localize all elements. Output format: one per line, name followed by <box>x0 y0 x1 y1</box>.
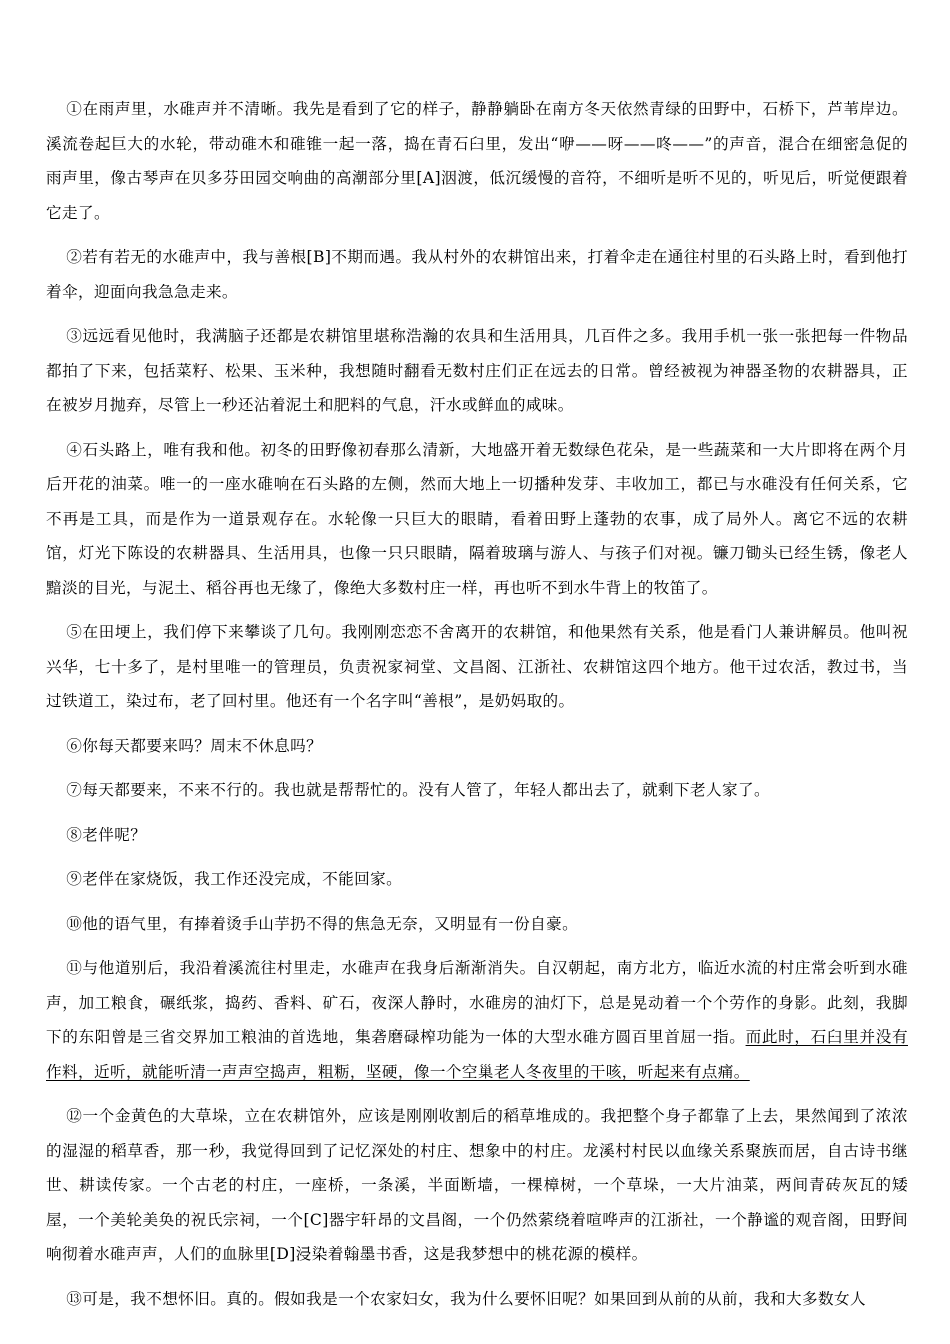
paragraph-11-underlined-sentence: 而此时，石臼里并没有作料，近听，就能听清一声声空捣声，粗粝，坚硬，像一个空巢老人冬夜里的干咳，听起来有点痛。 <box>46 1028 908 1081</box>
paragraph-11-text: ⑪与他道别后，我沿着溪流往村里走，水碓声在我身后渐渐消失。自汉朝起，南方北方，临近水流的村庄常会听到水碓声，加工粮食，碾纸浆，捣药、香料、矿石，夜深人静时，水碓房的油灯下，总是晃动着一个个劳作的身影。此刻，我脚下的东阳曾是三省交界加工粮油的首选地，集砻磨碌榨功能为一体的大型水碓方圆百里首屈一指。 <box>46 959 908 1046</box>
paragraph-12: ⑫一个金黄色的大草垛，立在农耕馆外，应该是刚刚收割后的稻草堆成的。我把整个身子都靠了上去，果然闻到了浓浓的湿湿的稻草香，那一秒，我觉得回到了记忆深处的村庄、想象中的村庄。龙溪村村民以血缘关系聚族而居，自古诗书继世、耕读传家。一个古老的村庄，一座桥，一条溪，半面断墙，一棵樟树，一个草垛，一大片油菜，两间青砖灰瓦的矮屋，一个美轮美奂的祝氏宗祠，一个[C]器宇轩昂的文昌阁，一个仍然萦绕着喧哗声的江浙社，一个静谧的观音阁，田野间响彻着水碓声声，人们的血脉里[D]浸染着翰墨书香，这是我梦想中的桃花源的模样。 <box>46 1107 908 1263</box>
paragraph-3: ③远远看见他时，我满脑子还都是农耕馆里堪称浩瀚的农具和生活用具，几百件之多。我用手机一张一张把每一件物品都拍了下来，包括菜籽、松果、玉米种，我想随时翻看无数村庄们正在远去的日常。曾经被视为神器圣物的农耕器具，正在被岁月抛弃，尽管上一秒还沾着泥土和肥料的气息，汗水或鲜血的咸味。 <box>46 327 908 414</box>
paragraph-5: ⑤在田埂上，我们停下来攀谈了几句。我刚刚恋恋不舍离开的农耕馆，和他果然有关系，他是看门人兼讲解员。他叫祝兴华，七十多了，是村里唯一的管理员，负责祝家祠堂、文昌阁、江浙社、农耕馆这四个地方。他干过农活，教过书，当过铁道工，染过布，老了回村里。他还有一个名字叫“善根”，是奶妈取的。 <box>46 623 908 710</box>
paragraph-11 <box>46 951 908 1089</box>
paragraph-10: ⑩他的语气里，有捧着烫手山芋扔不得的焦急无奈，又明显有一份自豪。 <box>66 914 579 933</box>
paragraph-7: ⑦每天都要来，不来不行的。我也就是帮帮忙的。没有人管了，年轻人都出去了，就剩下老人家了。 <box>66 781 770 799</box>
paragraph-13: ⑬可是，我不想怀旧。真的。假如我是一个农家妇女，我为什么要怀旧呢？如果回到从前的从前，我和大多数女人 <box>66 1289 866 1308</box>
paragraph-1: ①在雨声里，水碓声并不清晰。我先是看到了它的样子，静静躺卧在南方冬天依然青绿的田野中，石桥下，芦苇岸边。溪流卷起巨大的水轮，带动碓木和碓锥一起一落，捣在青石臼里，发出“咿——呀——咚——”的声音，混合在细密急促的雨声里，像古琴声在贝多芬田园交响曲的高潮部分里[A]洇渡，低沉缓慢的音符，不细听是听不见的，听见后，听觉便跟着它走了。 <box>46 100 908 222</box>
paragraph-6: ⑥你每天都要来吗？周末不休息吗？ <box>66 736 323 755</box>
paragraph-9: ⑨老伴在家烧饭，我工作还没完成，不能回家。 <box>66 870 403 888</box>
paragraph-4: ④石头路上，唯有我和他。初冬的田野像初春那么清新，大地盛开着无数绿色花朵，是一些蔬菜和一大片即将在两个月后开花的油菜。唯一的一座水碓响在石头路的左侧，然而大地上一切播种发芽、丰收加工，都已与水碓没有任何关系，它不再是工具，而是作为一道景观存在。水轮像一只巨大的眼睛，看着田野上蓬勃的农事，成了局外人。离它不远的农耕馆，灯光下陈设的农耕器具、生活用具，也像一只只眼睛，隔着玻璃与游人、与孩子们对视。镰刀锄头已经生锈，像老人黯淡的目光，与泥土、稻谷再也无缘了，像绝大多数村庄一样，再也听不到水牛背上的牧笛了。 <box>46 440 908 597</box>
paragraph-8: ⑧老伴呢？ <box>66 825 147 844</box>
paragraph-2: ②若有若无的水碓声中，我与善根[B]不期而遇。我从村外的农耕馆出来，打着伞走在通往村里的石头路上时，看到他打着伞，迎面向我急急走来。 <box>46 248 908 301</box>
article-body <box>46 92 908 1326</box>
